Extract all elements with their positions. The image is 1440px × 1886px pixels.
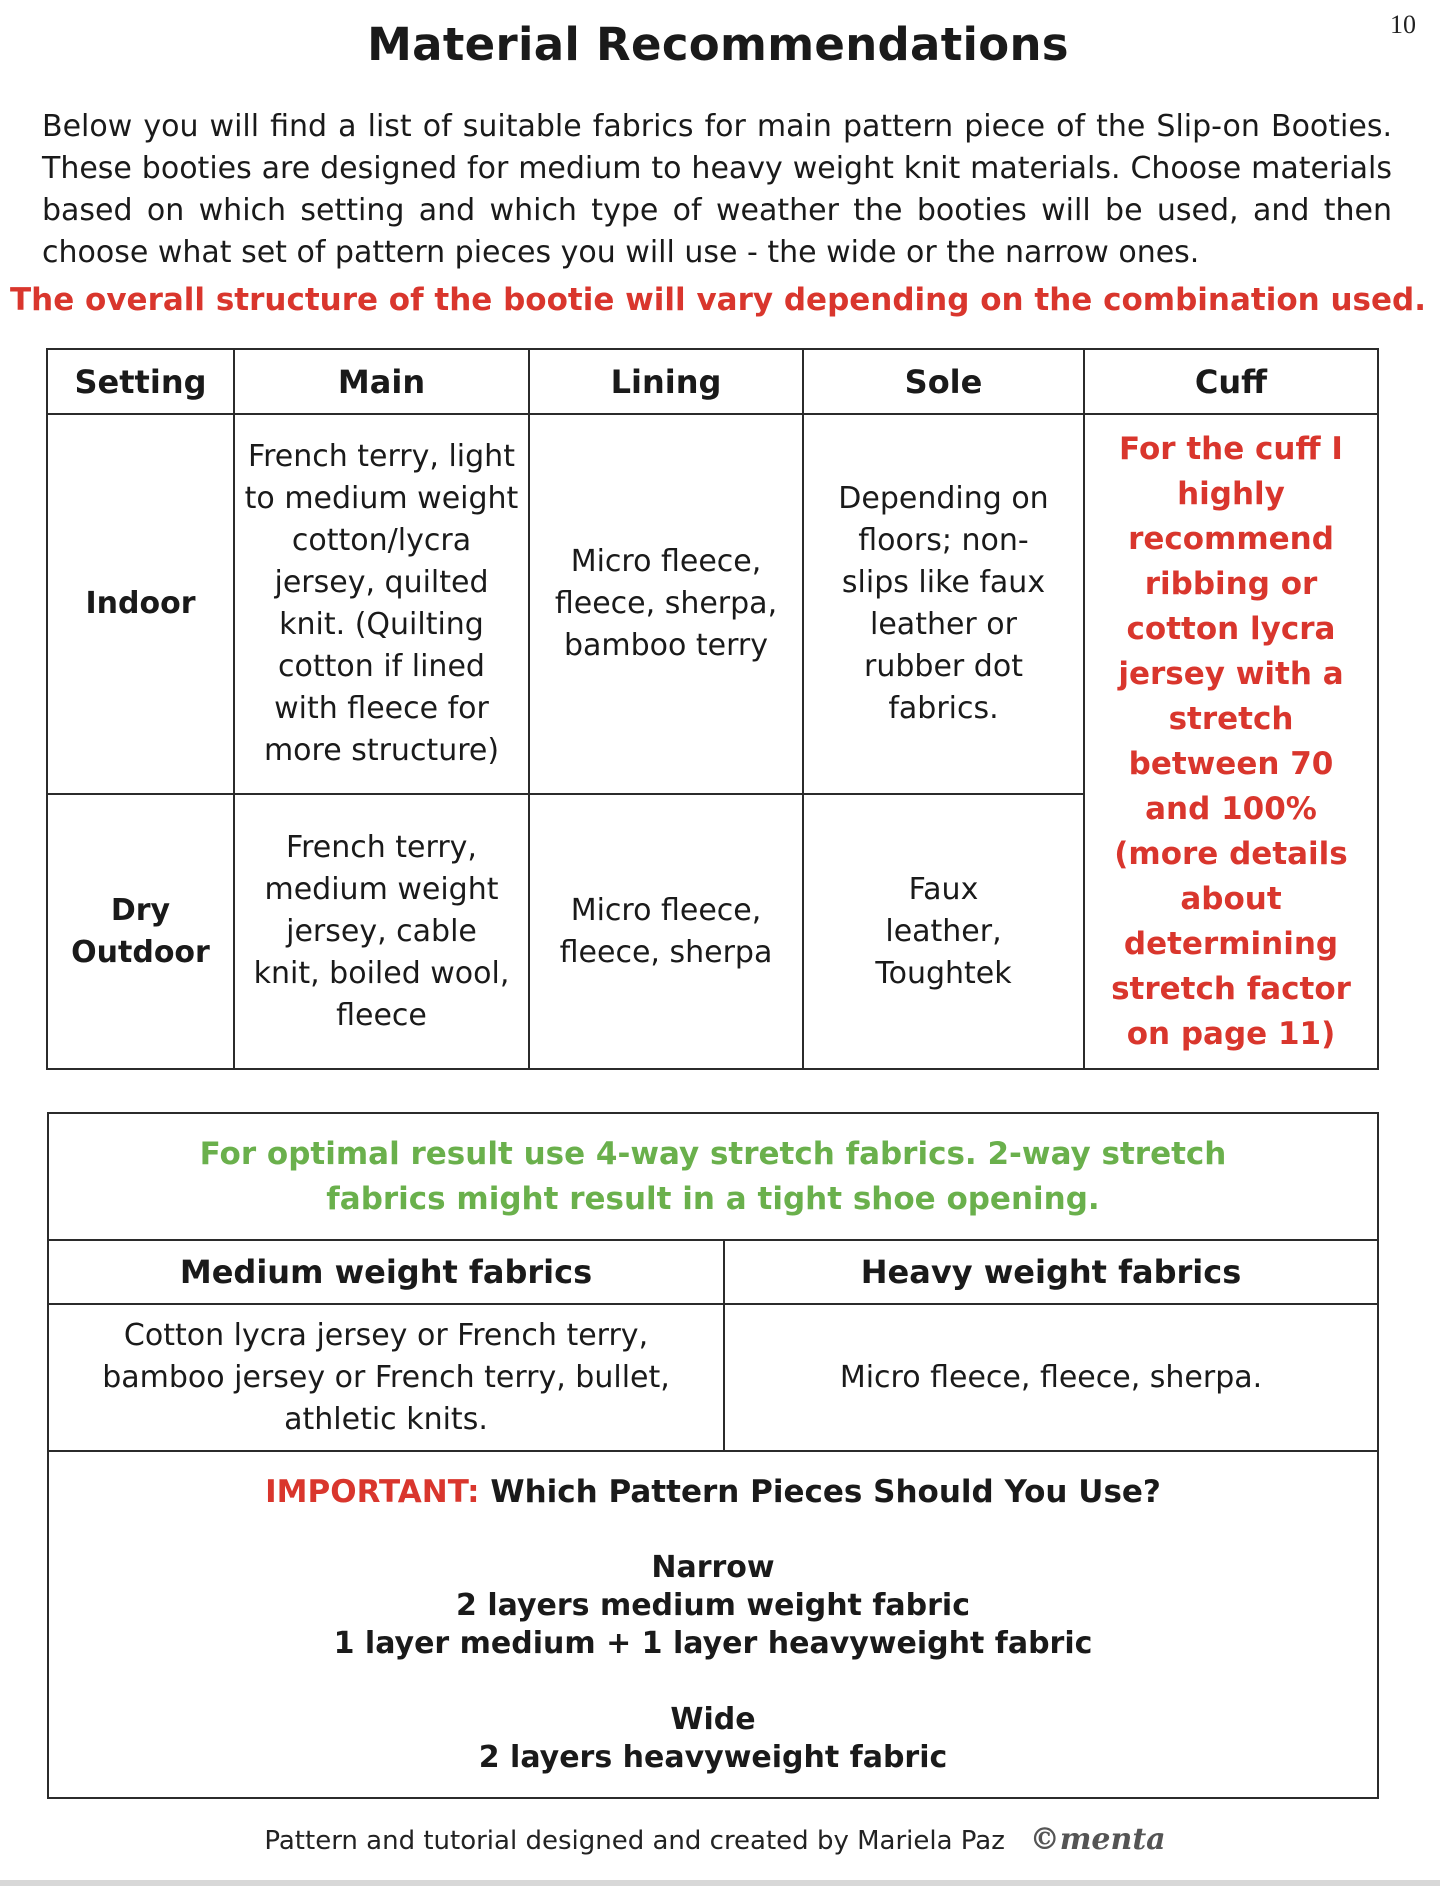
important-label: IMPORTANT: [265,1473,480,1510]
pattern-pieces-guide [48,1451,1378,1798]
header-main: Main [234,349,529,414]
fabric-weight-table [47,1112,1379,1799]
fabric-weight-values-row [48,1304,1378,1451]
cell-sole-dry-outdoor: Faux leather, Toughtek [803,794,1084,1069]
important-row [48,1451,1378,1798]
cell-setting-indoor: Indoor [47,414,234,794]
narrow-title: Narrow [651,1549,775,1585]
footer [0,1822,1430,1857]
material-table [46,348,1379,1070]
medium-weight-list: Cotton lycra jersey or French terry, bamboo jersey or French terry, bullet, athletic knits. [48,1304,724,1451]
stretch-note-row [48,1113,1378,1240]
fabric-weight-header-row [48,1240,1378,1304]
intro-paragraph: Below you will find a list of suitable fabrics for main pattern piece of the Slip-on Booties. These booties are designed for medium to heavy weight knit materials. Choose materials based on which setting and which type of weather the booties will be used, and then choose what set of pattern pieces you will use - the wide or the narrow ones. [42,109,1392,270]
footer-credit: Pattern and tutorial designed and created by Mariela Paz [264,1826,1005,1856]
table-row-indoor [47,414,1378,794]
header-cuff: Cuff [1084,349,1378,414]
page-title: Material Recommendations [367,18,1069,71]
stretch-note: For optimal result use 4-way stretch fabrics. 2-way stretch fabrics might result in a tight shoe opening. [48,1113,1378,1240]
medium-weight-title: Medium weight fabrics [48,1240,724,1304]
narrow-option: 1 layer medium + 1 layer heavyweight fabric [333,1625,1093,1661]
header-sole: Sole [803,349,1084,414]
page-bottom-rule [0,1880,1440,1886]
cell-setting-dry-outdoor: Dry Outdoor [47,794,234,1069]
header-lining: Lining [529,349,803,414]
important-question [49,1473,1377,1511]
structure-warning: The overall structure of the bootie will vary depending on the combination used. [10,282,1426,318]
narrow-option: 2 layers medium weight fabric [456,1587,970,1623]
heavy-weight-list: Micro fleece, fleece, sherpa. [724,1304,1378,1451]
cell-lining-indoor: Micro fleece, fleece, sherpa, bamboo terry [529,414,803,794]
wide-title: Wide [670,1701,756,1737]
table-header-row [47,349,1378,414]
cell-cuff: For the cuff I highly recommend ribbing or cotton lycra jersey with a stretch between 70 and 100% (more details about determining stretch factor on page 11) [1084,414,1378,1069]
cell-main-indoor: French terry, light to medium weight cotton/lycra jersey, quilted knit. (Quilting cotton if lined with fleece for more structure) [234,414,529,794]
heavy-weight-title: Heavy weight fabrics [724,1240,1378,1304]
cell-sole-indoor: Depending on floors; non- slips like faux leather or rubber dot fabrics. [803,414,1084,794]
wide-option: 2 layers heavyweight fabric [478,1739,948,1775]
header-setting: Setting [47,349,234,414]
important-question-text: Which Pattern Pieces Should You Use? [490,1473,1161,1510]
cell-main-dry-outdoor: French terry, medium weight jersey, cable knit, boiled wool, fleece [234,794,529,1069]
cell-lining-dry-outdoor: Micro fleece, fleece, sherpa [529,794,803,1069]
menta-logo: ©menta [1029,1822,1166,1857]
page-number: 10 [1390,10,1416,39]
